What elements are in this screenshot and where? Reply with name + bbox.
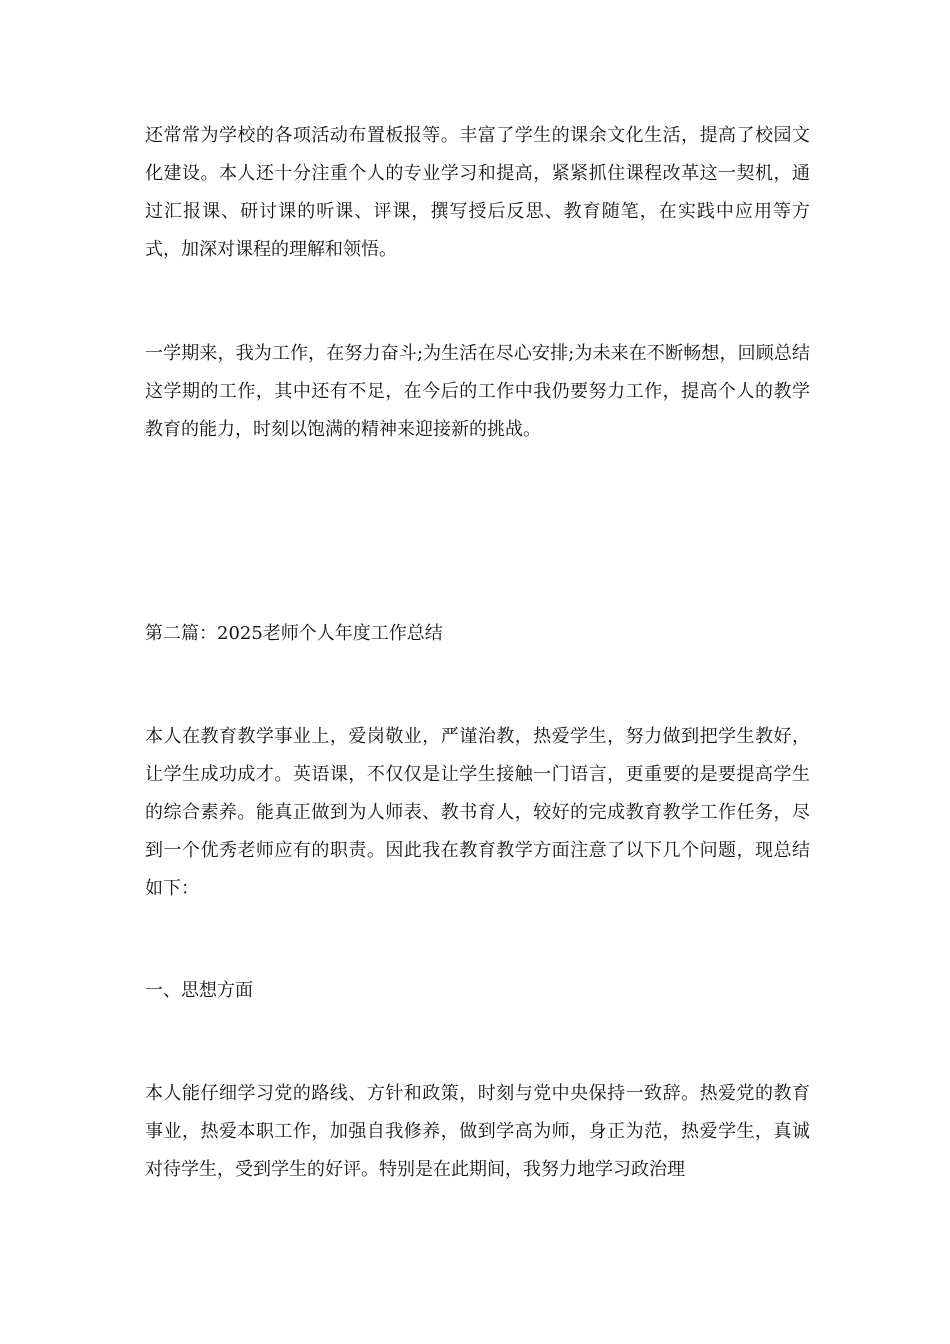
paragraph-continuation: 还常常为学校的各项活动布置板报等。丰富了学生的课余文化生活，提高了校园文化建设。本人还十分注重个人的专业学习和提高，紧紧抓住课程改革这一契机，通过汇报课、研讨课的听课、评课，撰写授后反思、教育随笔，在实践中应用等方式，加深对课程的理解和领悟。 — [145, 125, 810, 260]
paragraph-semester-summary: 一学期来，我为工作，在努力奋斗;为生活在尽心安排;为未来在不断畅想，回顾总结这学期的工作，其中还有不足，在今后的工作中我仍要努力工作，提高个人的教学教育的能力，时刻以饱满的精神来迎接新的挑战。 — [145, 343, 810, 440]
subsection-heading-ideology: 一、思想方面 — [145, 980, 253, 1001]
section-title-part-two: 第二篇：2025老师个人年度工作总结 — [145, 623, 443, 644]
paragraph-teaching-intro: 本人在教育教学事业上，爱岗敬业，严谨治教，热爱学生，努力做到把学生教好，让学生成功成才。英语课，不仅仅是让学生接触一门语言，更重要的是要提高学生的综合素养。能真正做到为人师表、教书育人，较好的完成教育教学工作任务，尽到一个优秀老师应有的职责。因此我在教育教学方面注意了以下几个问题，现总结如下： — [145, 726, 810, 899]
paragraph-ideology: 本人能仔细学习党的路线、方针和政策，时刻与党中央保持一致辞。热爱党的教育事业，热爱本职工作，加强自我修养，做到学高为师，身正为范，热爱学生，真诚对待学生，受到学生的好评。特别是在此期间，我努力地学习政治理 — [145, 1083, 810, 1180]
